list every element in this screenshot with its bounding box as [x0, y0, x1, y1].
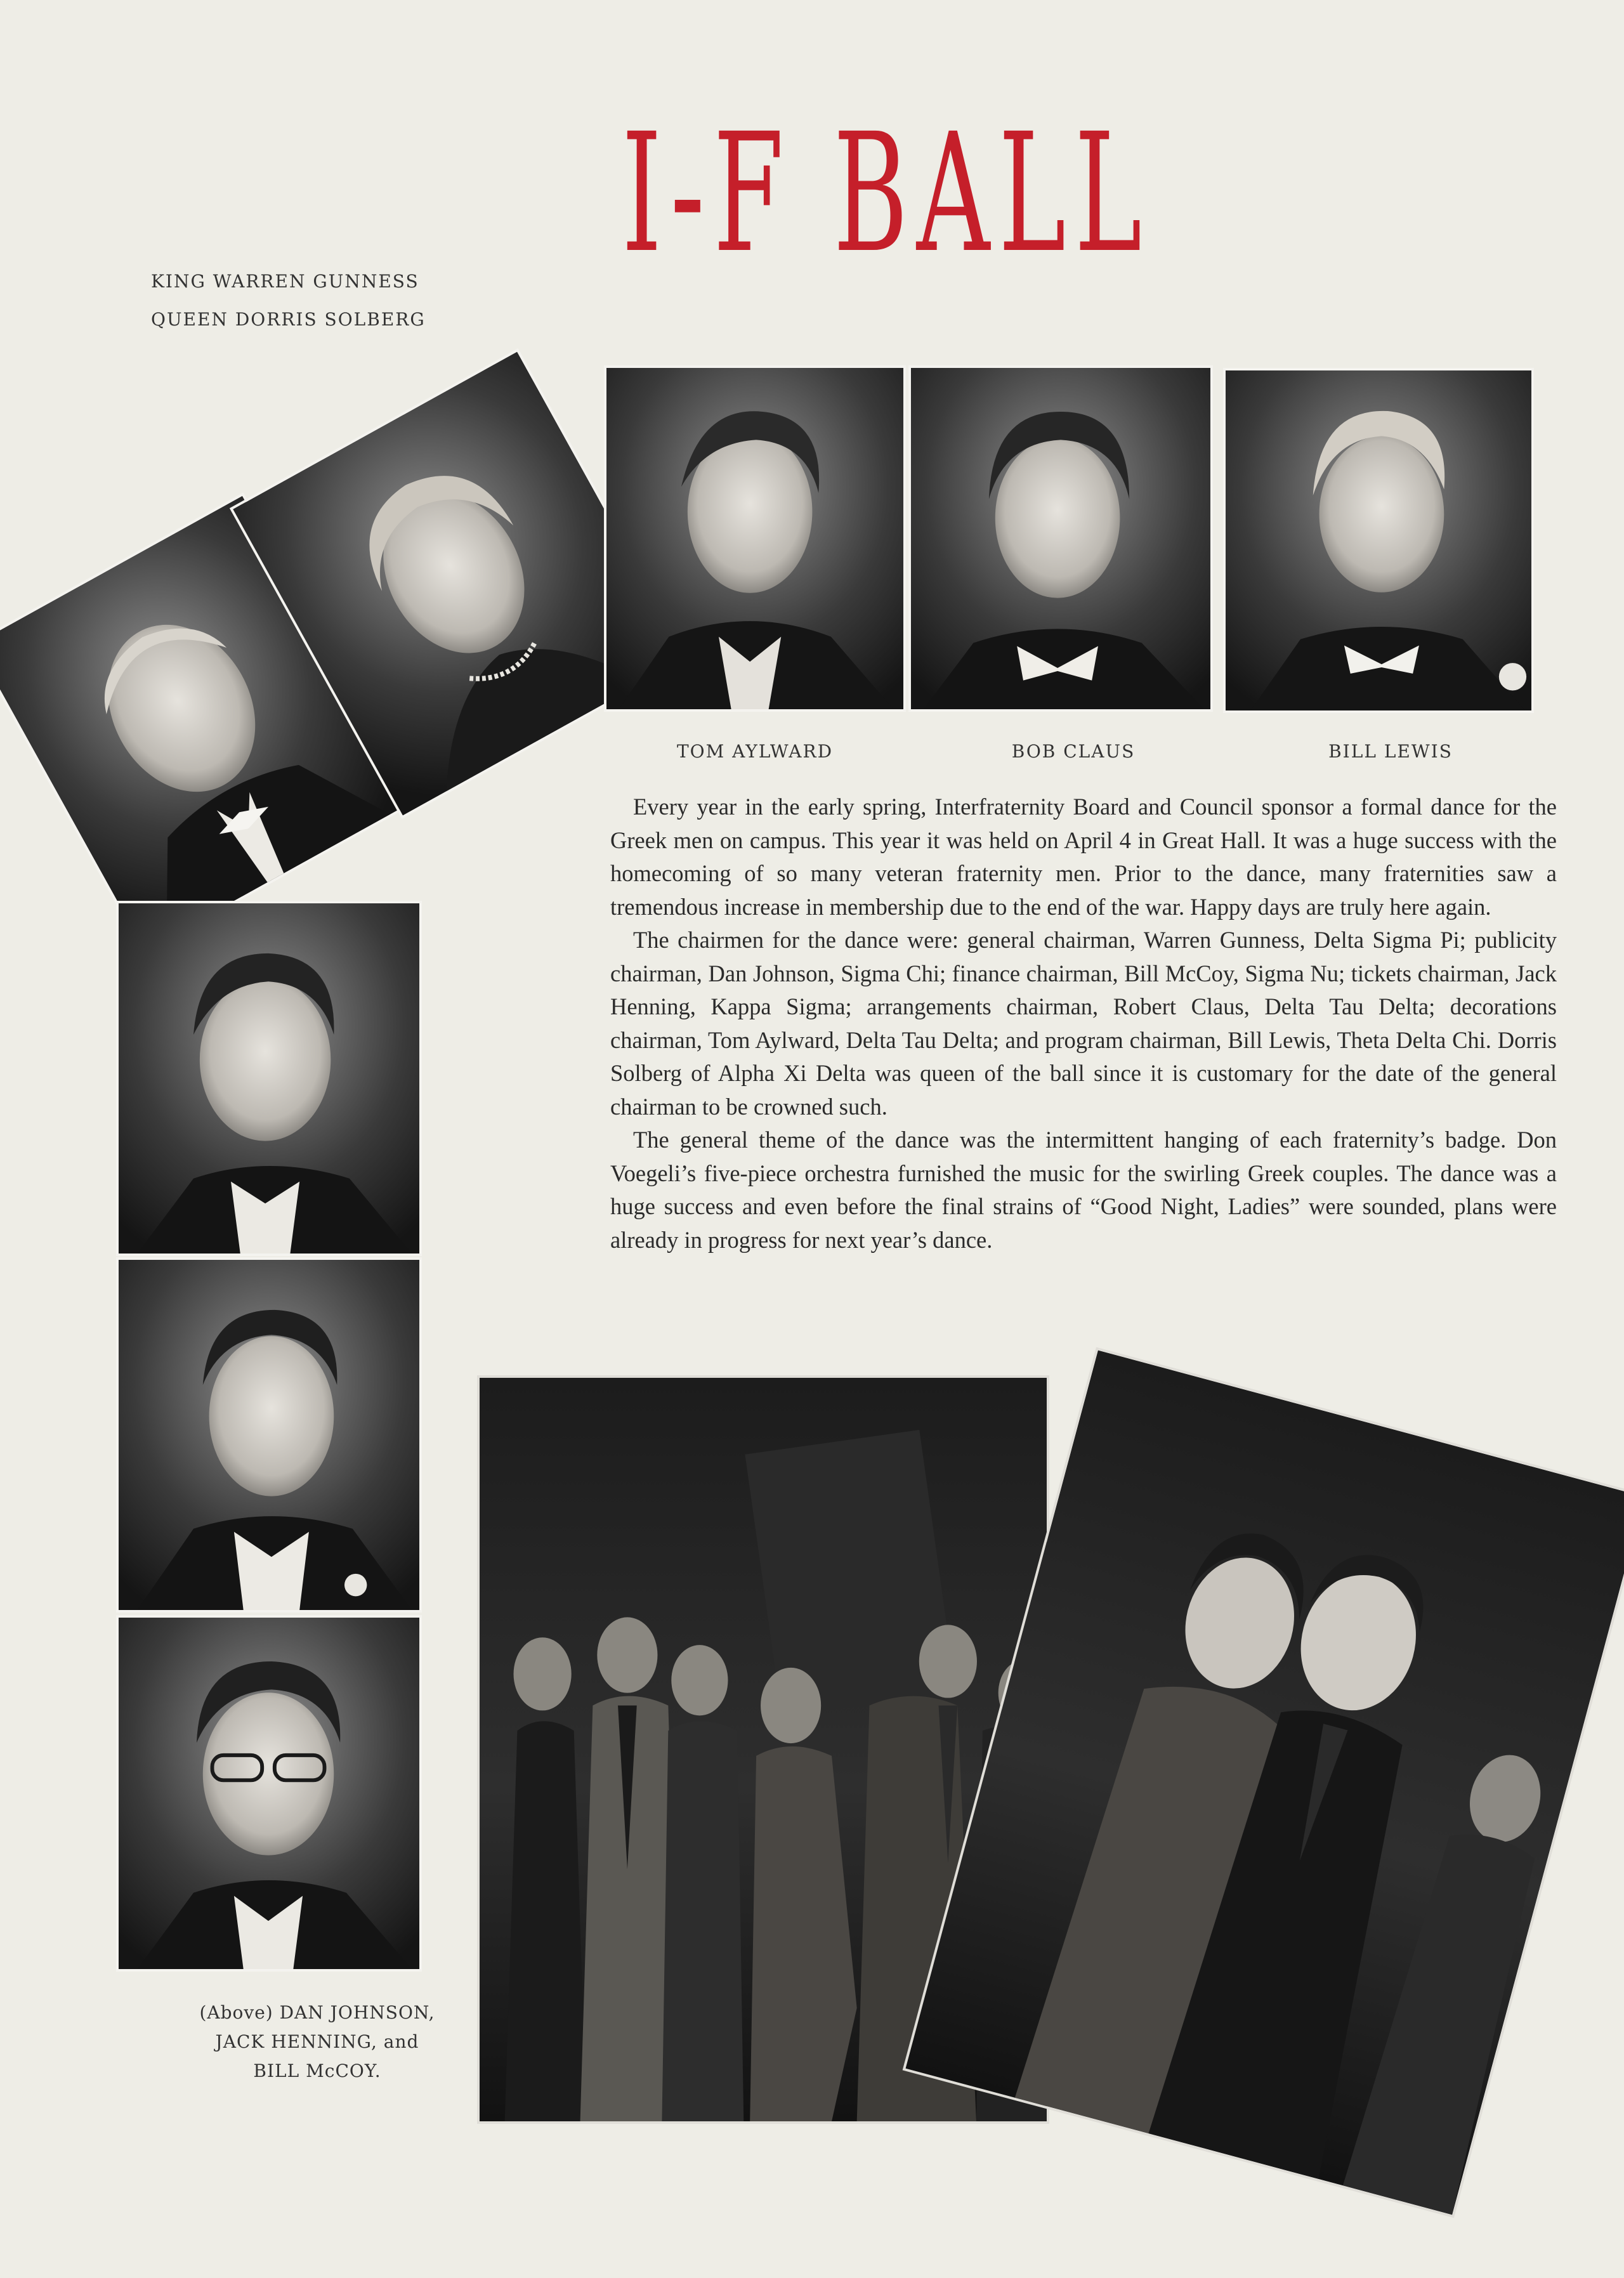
article-paragraph: The general theme of the dance was the intermittent hanging of each fraternity’s badge. Don Voegeli’s five-piece orchestra furnished the music for the swirling Greek couples. The dance was a huge success and even before the final strains of “Good Night, Ladies” were sounded, plans were already in progress for next year’s dance. — [610, 1127, 1557, 1253]
king-caption: KING WARREN GUNNESS — [151, 271, 419, 292]
article-paragraph: Every year in the early spring, Interfraternity Board and Council sponsor a formal dance for the Greek men on campus. This year it was held on April 4 in Great Hall. It was a huge success with the homecoming of so many veteran fraternity men. Prior to the dance, many fraternities saw a tremendous increase in membership due to the end of the war. Happy days are truly here again. — [610, 794, 1557, 920]
article-body — [610, 790, 1557, 1257]
caption-line: (Above) DAN JOHNSON, — [199, 2002, 435, 2023]
page-title: I-F BALL — [622, 98, 1151, 289]
queen-caption: QUEEN DORRIS SOLBERG — [151, 309, 426, 330]
caption-bob-claus: BOB CLAUS — [1011, 741, 1136, 762]
caption-line: BILL McCOY. — [253, 2060, 381, 2081]
caption-bill-lewis: BILL LEWIS — [1328, 741, 1453, 762]
left-portraits-caption — [184, 1998, 450, 2086]
portrait-bill-lewis — [1223, 368, 1534, 713]
portrait-bill-mccoy — [116, 1615, 422, 1972]
royalty-caption — [151, 263, 426, 339]
article-paragraph: The chairmen for the dance were: general chairman, Warren Gunness, Delta Sigma Pi; publicity chairman, Dan Johnson, Sigma Chi; finance chairman, Bill McCoy, Sigma Nu; tickets chairman, Jack Henning, Kappa Sigma; arrangements chairman, Robert Claus, Delta Tau Delta; decorations chairman, Tom Aylward, Delta Tau Delta; and program chairman, Bill Lewis, Theta Delta Chi. Dorris Solberg of Alpha Xi Delta was queen of the ball since it is customary for the date of the general chairman to be crowned such. — [610, 927, 1557, 1120]
portrait-tom-aylward — [604, 365, 906, 712]
caption-tom-aylward: TOM AYLWARD — [676, 741, 834, 762]
portrait-jack-henning — [116, 1257, 422, 1613]
portrait-bob-claus — [908, 365, 1213, 712]
caption-line: JACK HENNING, and — [215, 2031, 419, 2052]
portrait-dan-johnson — [116, 901, 422, 1256]
